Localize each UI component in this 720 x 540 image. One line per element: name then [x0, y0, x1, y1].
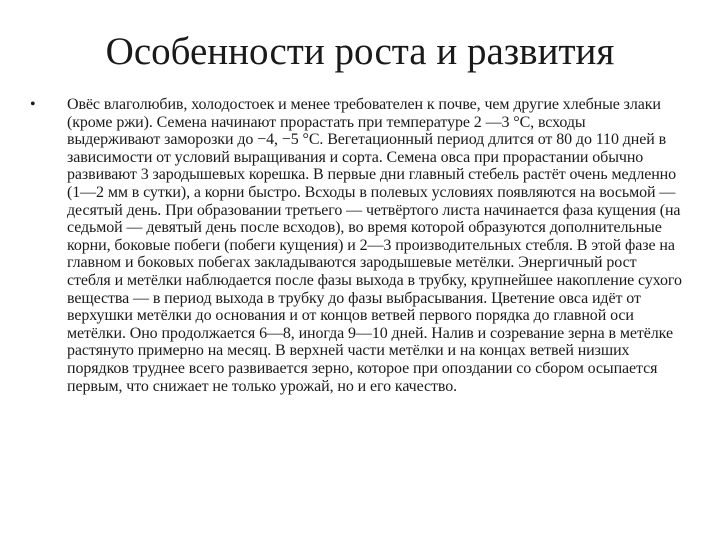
- bullet-paragraph: Овёс влаголюбив, холодостоек и менее требователен к почве, чем другие хлебные злаки (кроме ржи). Семена начинают прорастать при температуре 2 —3 °С, всходы выдерживают заморозки до −4, −5 °С. Вегетационный период длится от 80 до 110 дней в зависимости от условий выращивания и сорта. Семена овса при прорастании обычно развивают 3 зародышевых корешка. В первые дни главный стебель растёт очень медленно (1—2 мм в сутки), а корни быстро. Всходы в полевых условиях появляются на восьмой — десятый день. При образовании третьего — четвёртого листа начинается фаза кущения (на седьмой — девятый день после всходов), во время которой образуются дополнительные корни, боковые побеги (побеги кущения) и 2—3 производительных стебля. В этой фазе на главном и боковых побегах закладываются зародышевые метёлки. Энергичный рост стебля и метёлки наблюдается после фазы выхода в трубку, крупнейшее накопление сухого вещества — в период выхода в трубку до фазы выбрасывания. Цветение овса идёт от верхушки метёлки до основания и от концов ветвей первого порядка до главной оси метёлки. Оно продолжается 6—8, иногда 9—10 дней. Налив и созревание зерна в метёлке растянуто примерно на месяц. В верхней части метёлки и на концах ветвей низших порядков труднее всего развивается зерно, которое при опоздании со сбором осыпается первым, что снижает не только урожай, но и его качество.: [67, 96, 682, 395]
- slide-title: Особенности роста и развития: [105, 30, 615, 73]
- bullet-point: •: [30, 96, 36, 113]
